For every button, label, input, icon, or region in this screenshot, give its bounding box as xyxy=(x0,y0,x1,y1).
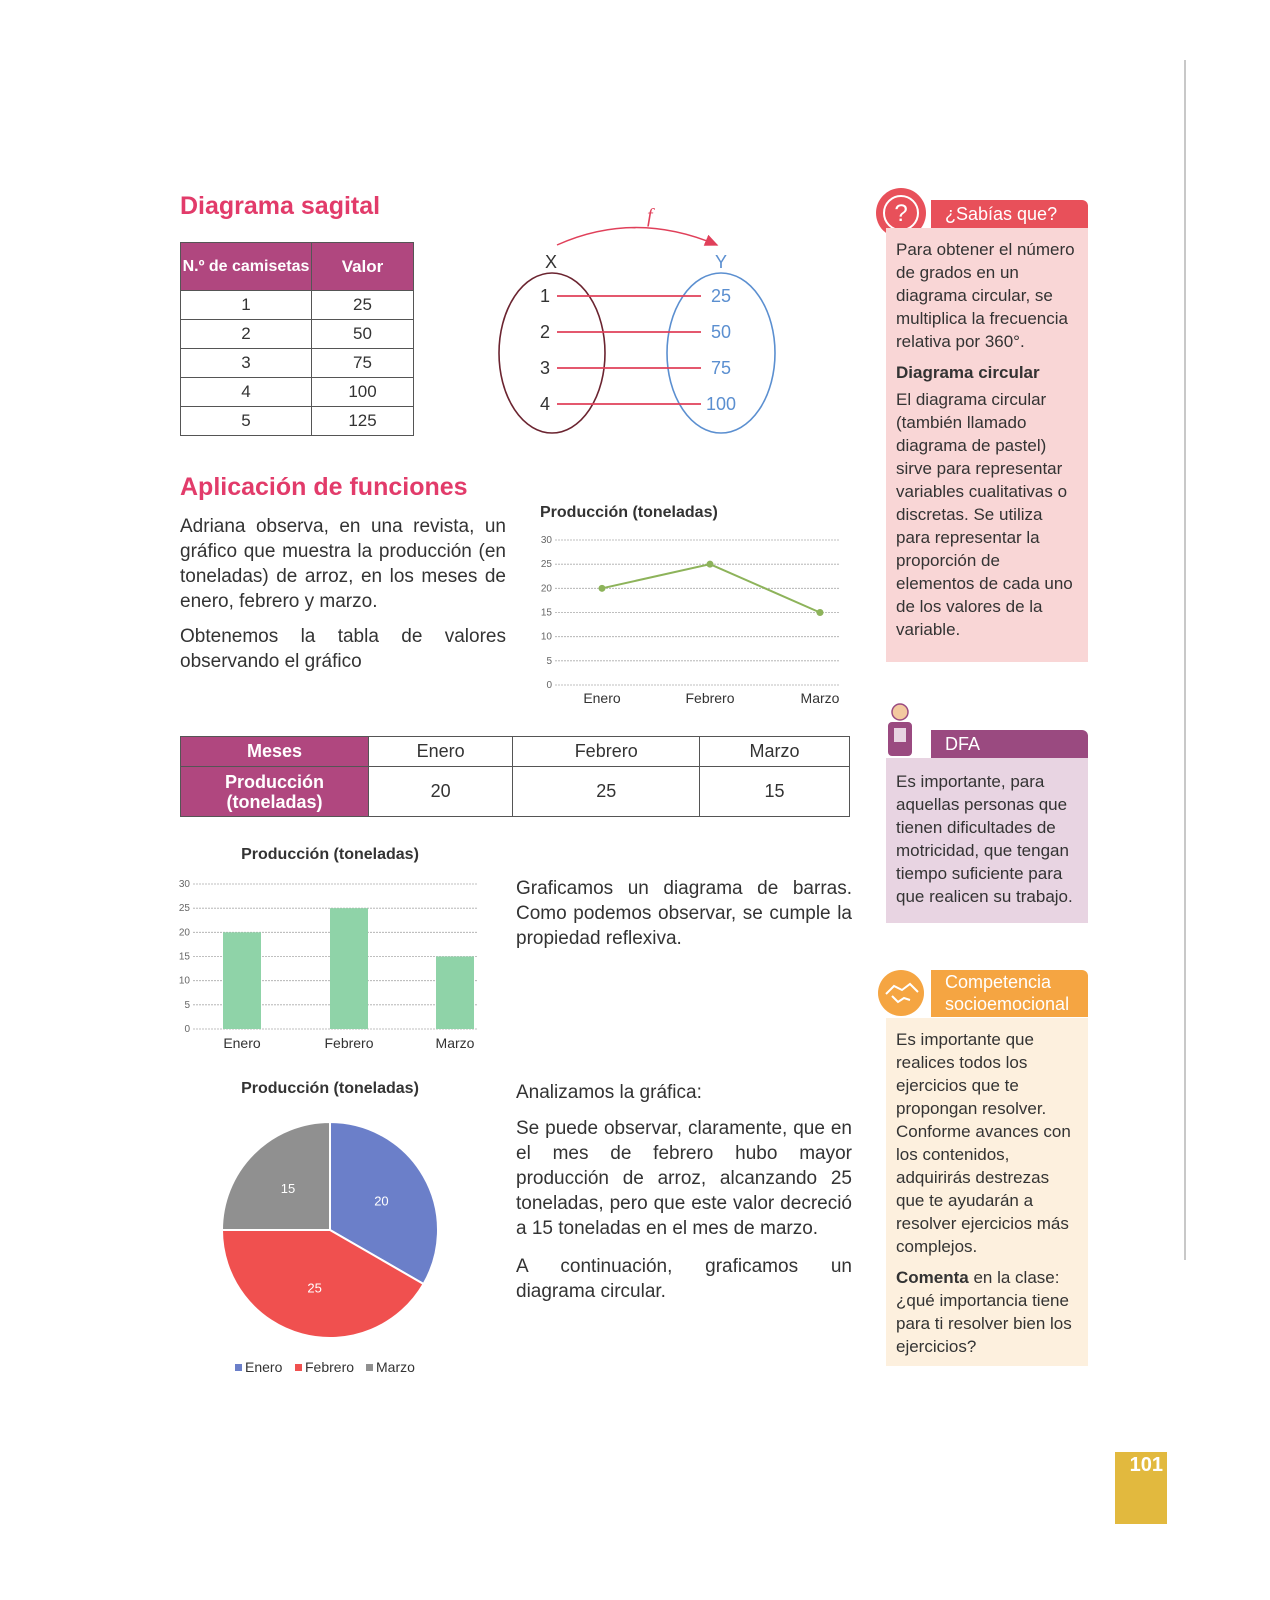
sidebar-competencia xyxy=(886,970,1088,1366)
set-y-element: 75 xyxy=(710,358,732,378)
tick-label: 5 xyxy=(184,999,190,1011)
paragraph: El diagrama circular (también llamado diagrama de pastel) sirve para representar variables cualitativas o discretas. Se utiliza para representar la proporción de elementos de cada uno de los valores de la variable. xyxy=(896,390,1073,639)
data-point xyxy=(817,609,824,616)
paragraph: Se puede observar, claramente, que en el mes de febrero hubo mayor producción de arroz, alcanzando 25 toneladas, pero que este valor decreció a 15 toneladas en el mes de marzo. xyxy=(516,1118,852,1239)
table-cell: 50 xyxy=(312,320,414,349)
bold-text: Comenta xyxy=(896,1268,969,1287)
accessibility-icon xyxy=(882,702,918,762)
legend-label: Enero xyxy=(245,1359,283,1375)
paragraph: Es importante, para aquellas personas que tienen dificultades de motricidad, que tengan tiempo suficiente para que realicen su trabajo. xyxy=(896,772,1073,906)
category-label: Marzo xyxy=(800,690,840,706)
category-label: Marzo xyxy=(435,1035,475,1051)
sagital-diagram xyxy=(495,200,785,445)
data-point xyxy=(707,561,714,568)
sidebar-dfa xyxy=(886,730,1088,923)
data-point xyxy=(599,585,606,592)
table-cell: 4 xyxy=(181,378,312,407)
set-y-label: Y xyxy=(715,252,728,272)
table-cell: 25 xyxy=(513,767,700,817)
sidebar-sabias-body xyxy=(886,228,1088,662)
tick-label: 25 xyxy=(540,559,552,571)
tick-label: 30 xyxy=(178,879,190,890)
bar xyxy=(330,908,368,1029)
tick-label: 20 xyxy=(178,927,190,939)
tick-label: 5 xyxy=(546,655,552,667)
table-cell: 5 xyxy=(181,407,312,436)
set-x-element: 4 xyxy=(539,394,551,414)
function-label: f xyxy=(647,205,653,227)
paragraph xyxy=(896,1266,1078,1358)
bar xyxy=(436,957,474,1030)
paragraph: Obtenemos la tabla de valores observando el gráfico xyxy=(180,626,506,672)
table-cell: 15 xyxy=(700,767,850,817)
section-title-sagital: Diagrama sagital xyxy=(180,192,381,220)
paragraph: Para obtener el número de grados en un diagrama circular, se multiplica la frecuencia relativa por 360°. xyxy=(896,240,1075,351)
tick-label: 15 xyxy=(540,607,552,619)
table-cell: 100 xyxy=(312,378,414,407)
tick-label: 0 xyxy=(184,1024,190,1035)
tick-label: 20 xyxy=(540,583,552,595)
sidebar-subtitle: Diagrama circular xyxy=(896,363,1040,382)
table-cell: 75 xyxy=(312,349,414,378)
table-cell: 2 xyxy=(181,320,312,349)
set-x-ellipse xyxy=(499,273,605,433)
paragraph: A continuación, graficamos un diagrama circular. xyxy=(516,1256,852,1302)
tick-label: 10 xyxy=(540,631,552,643)
paragraph: Analizamos la gráfica: xyxy=(516,1082,702,1103)
line-chart xyxy=(535,530,850,710)
text: en la clase: ¿qué importancia tiene para ti resolver bien los ejercicios? xyxy=(896,1268,1072,1356)
table-cell: 25 xyxy=(312,291,414,320)
set-x-element: 2 xyxy=(539,322,551,342)
paragraph: Graficamos un diagrama de barras. Como podemos observar, se cumple la propiedad reflexiva. xyxy=(516,878,852,949)
table-cell: 20 xyxy=(369,767,513,817)
table-header: Meses xyxy=(181,737,369,767)
values-table xyxy=(180,736,850,817)
sidebar-dfa-body xyxy=(886,758,1088,923)
pie-chart xyxy=(200,1110,460,1390)
category-label: Febrero xyxy=(685,690,735,706)
slice-label: 25 xyxy=(307,1280,322,1296)
category-label: Febrero xyxy=(324,1035,374,1051)
legend-label: Marzo xyxy=(376,1359,415,1375)
page-edge xyxy=(1184,60,1186,1260)
legend-swatch xyxy=(295,1364,302,1371)
tick-label: 30 xyxy=(540,535,552,546)
function-arrow xyxy=(557,228,717,246)
table-cell: Enero xyxy=(369,737,513,767)
pie-slice xyxy=(222,1122,330,1230)
bar-chart xyxy=(175,872,485,1057)
chart-title: Producción (toneladas) xyxy=(241,846,419,863)
chart-title: Producción (toneladas) xyxy=(540,504,718,521)
table-cell: 1 xyxy=(181,291,312,320)
sagital-table xyxy=(180,242,414,436)
handshake-icon xyxy=(878,970,924,1016)
sidebar-competencia-header: Competencia socioemocional xyxy=(931,970,1088,1017)
sidebar-sabias-header: ¿Sabías que? xyxy=(931,200,1088,228)
paragraph: Adriana observa, en una revista, un gráfico que muestra la producción (en toneladas) de arroz, en los meses de enero, febrero y marzo. xyxy=(180,516,506,612)
set-y-element: 25 xyxy=(710,286,732,306)
sidebar-sabias xyxy=(886,198,1088,662)
slice-label: 15 xyxy=(280,1180,296,1196)
page-number-text: 101 xyxy=(1129,1454,1163,1476)
category-label: Enero xyxy=(223,1035,261,1051)
legend-swatch xyxy=(235,1364,242,1371)
table-cell: 3 xyxy=(181,349,312,378)
set-x-element: 3 xyxy=(539,358,551,378)
section-title-aplicacion: Aplicación de funciones xyxy=(180,473,468,501)
table-header: Producción (toneladas) xyxy=(181,767,369,817)
category-label: Enero xyxy=(583,690,621,706)
slice-label: 20 xyxy=(374,1193,389,1209)
sidebar-dfa-header: DFA xyxy=(931,730,1088,758)
set-x-element: 1 xyxy=(539,286,551,306)
tick-label: 0 xyxy=(546,680,552,691)
tick-label: 10 xyxy=(178,975,190,987)
paragraph: Es importante que realices todos los ejercicios que te propongan resolver. Conforme avances con los contenidos, adquirirás destrezas que te ayudarán a resolver ejercicios más complejos. xyxy=(896,1030,1071,1256)
set-y-element: 50 xyxy=(710,322,732,342)
legend-swatch xyxy=(366,1364,373,1371)
table-cell: 125 xyxy=(312,407,414,436)
set-y-element: 100 xyxy=(705,394,737,414)
tick-label: 15 xyxy=(178,951,190,963)
bar xyxy=(223,932,261,1029)
page-number xyxy=(1115,1452,1167,1524)
table-cell: Febrero xyxy=(513,737,700,767)
legend-label: Febrero xyxy=(305,1359,355,1375)
sidebar-competencia-body xyxy=(886,1018,1088,1366)
table-header: N.º de camisetas xyxy=(181,243,312,291)
set-x-label: X xyxy=(545,252,558,272)
table-cell: Marzo xyxy=(700,737,850,767)
svg-text:?: ? xyxy=(894,200,908,227)
tick-label: 25 xyxy=(178,903,190,915)
table-header: Valor xyxy=(312,243,414,291)
chart-title: Producción (toneladas) xyxy=(241,1080,419,1097)
